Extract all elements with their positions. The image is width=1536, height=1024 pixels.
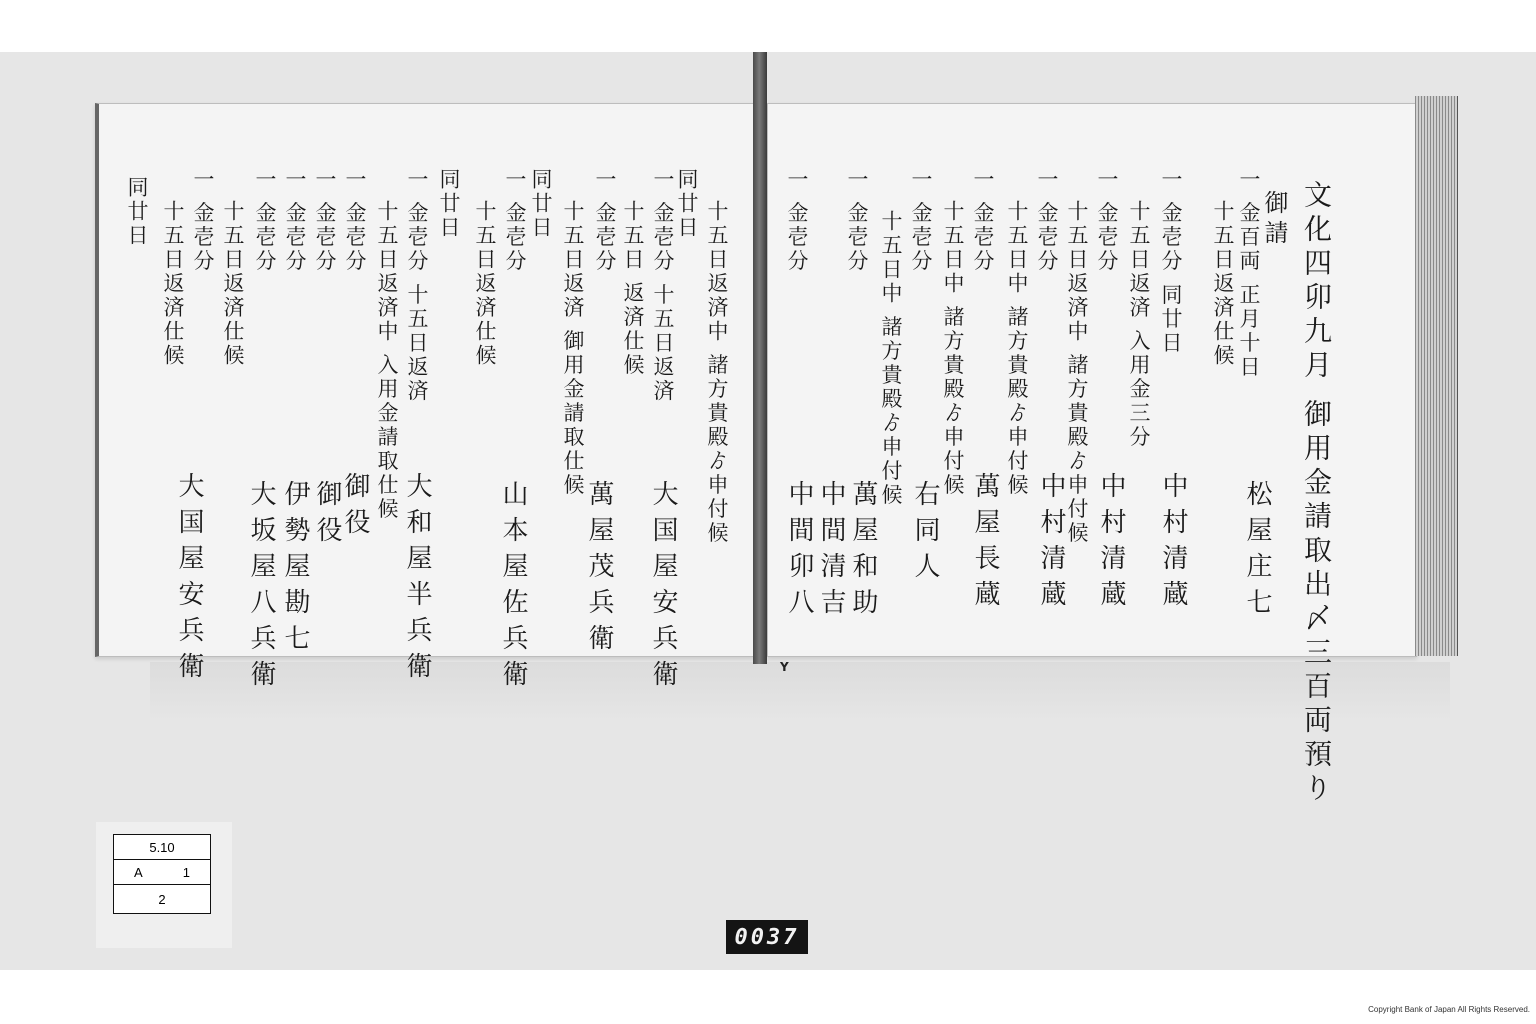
left-column: 一 金壱分 (283, 168, 307, 274)
right-column: 十五日中 諸方貴殿ゟ申付候 (1005, 200, 1029, 498)
left-column: 十五日 返済仕候 (621, 200, 645, 378)
archive-label-code: 5.10 (149, 839, 175, 855)
left-column: 十五日返済仕候 (161, 200, 185, 368)
right-column: 一 金壱分 (785, 168, 809, 274)
right-column: 一 金壱分 (1095, 168, 1119, 274)
right-column: 一 金壱分 (909, 168, 933, 274)
right-name: 中村清蔵 (1096, 472, 1126, 616)
book-spine (753, 52, 767, 664)
left-column: 一 金壱分 十五日返済 (405, 168, 429, 404)
right-column: 一 金壱分 同廿日 (1159, 168, 1183, 356)
right-column: 一 金百両 正月十日 (1237, 168, 1261, 380)
left-name: 大坂屋八兵衛 (246, 480, 276, 696)
left-column: 十五日返済仕候 (221, 200, 245, 368)
book-shadow (150, 662, 1450, 722)
archive-label-row (114, 885, 210, 913)
left-column: 一 金壱分 (593, 168, 617, 274)
left-column: 十五日返済仕候 (473, 200, 497, 368)
frame-counter: 0037 (726, 920, 808, 954)
left-name: 伊勢屋勘七 (280, 480, 310, 660)
spine-mark: Y (780, 660, 789, 674)
archive-label-series: A (134, 864, 143, 880)
left-column: 同廿日 (125, 176, 149, 248)
right-column: 十五日中 諸方貴殿ゟ申付候 (941, 200, 965, 498)
right-name: 萬屋長蔵 (970, 472, 1000, 616)
left-column: 一 金壱分 (343, 168, 367, 274)
left-name: 御役 (312, 480, 342, 552)
right-column: 一 金壱分 (1035, 168, 1059, 274)
right-column: 十五日返済仕候 (1211, 200, 1235, 368)
left-column: 十五日返済 御用金請取仕候 (561, 200, 585, 498)
left-name: 萬屋茂兵衛 (584, 480, 614, 660)
right-name: 中村清蔵 (1158, 472, 1188, 616)
right-column-heading: 文化四卯九月 御用金請取出〆三百両預り (1300, 180, 1333, 807)
right-name: 右同人 (910, 480, 940, 588)
left-name: 大国屋安兵衛 (174, 472, 204, 688)
right-name: 中間卯八 (784, 480, 814, 624)
left-column: 一 金壱分 十五日返済 (651, 168, 675, 404)
right-name: 松屋庄七 (1242, 480, 1272, 624)
archive-label-row (114, 860, 210, 885)
left-column: 一 金壱分 (503, 168, 527, 274)
archive-label-volume: 1 (182, 864, 190, 880)
page-edges (1415, 96, 1458, 656)
right-column: 一 金壱分 (845, 168, 869, 274)
archive-label (113, 834, 211, 914)
left-column: 一 金壱分 (191, 168, 215, 274)
right-column: 十五日中 諸方貴殿ゟ申付候 (879, 210, 903, 508)
right-column-subheading: 御請 (1260, 190, 1288, 250)
left-column: 十五日返済中 入用金請取仕候 (375, 200, 399, 522)
copyright-notice: Copyright Bank of Japan All Rights Reserved. (1368, 1005, 1530, 1014)
right-column: 十五日返済中 諸方貴殿ゟ申付候 (1065, 200, 1089, 546)
left-column: 同廿日 (529, 168, 553, 240)
left-name: 御役 (340, 472, 370, 544)
left-name: 山本屋佐兵衛 (498, 480, 528, 696)
left-column: 十五日返済中 諸方貴殿ゟ申付候 (705, 200, 729, 546)
left-name: 大国屋安兵衛 (648, 480, 678, 696)
archive-label-row (114, 835, 210, 860)
right-name: 中間清吉 (816, 480, 846, 624)
left-column: 同廿日 (675, 168, 699, 240)
right-name: 萬屋和助 (848, 480, 878, 624)
left-name: 大和屋半兵衛 (402, 472, 432, 688)
left-column: 同廿日 (437, 168, 461, 240)
right-name: 中村清蔵 (1036, 472, 1066, 616)
right-column: 一 金壱分 (971, 168, 995, 274)
archive-label-item: 2 (158, 891, 166, 907)
left-column: 一 金壱分 (313, 168, 337, 274)
right-column: 十五日返済 入用金三分 (1127, 200, 1151, 450)
left-column: 一 金壱分 (253, 168, 277, 274)
